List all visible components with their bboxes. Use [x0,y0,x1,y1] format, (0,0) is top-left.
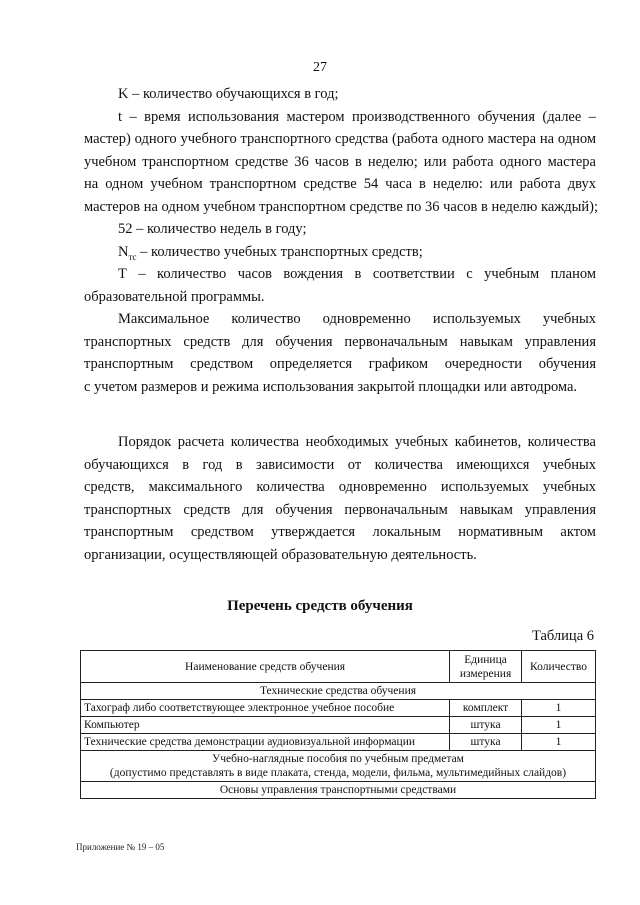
text-line: обучающихся в год в зависимости от количества имеющихся учебных [84,456,596,473]
row-unit: комплект [450,700,522,717]
table-section-row [81,751,596,782]
section-visual-aids-note: (допустимо представлять в виде плаката, стенда, модели, фильма, мультимедийных слайдов) [109,767,567,779]
row-unit: штука [450,734,522,751]
table-row [81,700,596,717]
header-qty: Количество [522,651,596,683]
body-text-2 [84,431,596,566]
section-visual-aids-title: Учебно-наглядные пособия по учебным предметам [212,753,464,765]
table-number: Таблица 6 [531,628,594,644]
table-row [81,734,596,751]
row-name: Компьютер [81,717,450,734]
text-line: Т – количество часов вождения в соответствии с учебным планом [118,266,596,282]
table-row [81,717,596,734]
ntc-symbol: $N_{тс}$ [118,243,137,262]
header-unit: Единица измерения [450,651,522,683]
text-line: мастер) одного учебного транспортного средства (работа одного мастера на одном [84,131,596,147]
page-number: 27 [313,60,327,75]
text-line: мастеров на одном учебном транспортном средстве по 36 часов в неделю каждый); [84,198,599,215]
text-line: организации, осуществляющей образовательную деятельность. [84,546,477,563]
table-title: Перечень средств обучения [227,598,413,614]
section-visual-aids [81,751,596,782]
table-section-row [81,782,596,799]
text-line: на одном учебном транспортном средстве 54 часа в неделю: или работа двух [84,176,596,192]
text-line: средств, максимального количества одновременно используемых учебных [84,479,596,495]
means-table [80,650,596,799]
table-header-row [81,651,596,683]
text-line: с учетом размеров и режима использования закрытой площадки или автодрома. [84,378,578,395]
text-line: транспортных средств для обучения первоначальным навыкам управления [84,501,596,518]
row-qty: 1 [522,734,596,751]
text-line: транспортным средством определяется графиком очередности обучения [84,356,596,372]
text-line: Порядок расчета количества необходимых учебных кабинетов, количества [118,434,596,450]
row-qty: 1 [522,717,596,734]
table-section-row [81,683,596,700]
row-unit: штука [450,717,522,734]
text-line: транспортных средств для обучения первоначальным навыкам управления [84,333,596,350]
row-name: Тахограф либо соответствующее электронное учебное пособие [81,700,450,717]
section-technical: Технические средства обучения [81,683,596,700]
text-line: Максимальное количество одновременно используемых учебных [118,311,596,327]
body-text [84,83,599,398]
header-name: Наименование средств обучения [81,651,450,683]
text-line: учебном транспортном средстве 36 часов в неделю; или работа одного мастера [84,153,596,170]
text-line: K – количество обучающихся в год; [118,86,339,102]
row-qty: 1 [522,700,596,717]
text-line: t – время использования мастером производственного обучения (далее – [118,108,596,125]
text-line: транспортным средством утверждается локальным нормативным актом [84,524,596,540]
section-vehicle-control: Основы управления транспортными средствами [81,782,596,799]
row-name: Технические средства демонстрации аудиовизуальной информации [81,734,450,751]
footer-annex: Приложение № 19 – 05 [76,842,165,852]
text-line [84,241,596,264]
text-line: образовательной программы. [84,288,265,305]
ntc-description: – количество учебных транспортных средств; [140,243,423,260]
text-line: 52 – количество недель в году; [118,221,307,237]
